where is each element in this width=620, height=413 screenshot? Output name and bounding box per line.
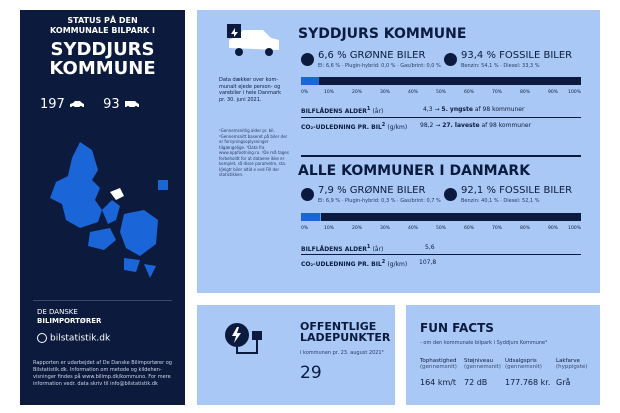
fact-price: Udsalgspris (gennemsnit) 177.768 kr. <box>505 358 551 387</box>
charging-sub: i kommunen pr. 23. august 2021³ <box>300 350 384 356</box>
fact-color: Lakfarve (hyppigste) Grå <box>556 358 588 387</box>
local-share-bar <box>301 77 581 85</box>
row-divider <box>301 254 581 255</box>
tick-label: 100% <box>568 226 581 231</box>
charging-plug-icon <box>223 321 267 359</box>
site-link[interactable] <box>37 333 110 344</box>
local-green-label: 6,6 % GRØNNE BILER <box>318 50 426 61</box>
national-green-sub: El: 6,9 % · Plugin-hybrid: 0,3 % · Gas/brint: 0,7 % <box>318 198 441 204</box>
tick-label: 70% <box>491 226 503 231</box>
cars-count: 197 <box>40 97 65 112</box>
facts-title: FUN FACTS <box>420 321 494 335</box>
national-share-bar <box>301 213 581 221</box>
charging-value: 29 <box>300 363 322 383</box>
car-icon <box>69 100 85 109</box>
site-logo-icon <box>37 333 47 343</box>
national-plugin-fill <box>320 213 321 221</box>
tick-label: 60% <box>463 226 475 231</box>
syddjurs-highlight <box>110 188 124 200</box>
tick-label: 30% <box>379 226 391 231</box>
tick-label: 0% <box>301 226 309 231</box>
fact-top-speed: Tophastighed (gennemsnit) 164 km/t <box>420 358 457 387</box>
tick-label: 0% <box>301 90 309 95</box>
tick-label: 20% <box>351 226 363 231</box>
brand-line-1: DE DANSKE <box>37 308 78 316</box>
national-co2-label: CO₂-UDLEDNING PR. BIL$^2$ (g/km) <box>301 259 408 268</box>
tick-label: 10% <box>323 90 335 95</box>
denmark-map <box>40 140 170 285</box>
fuel-pump-icon <box>444 53 457 66</box>
fuel-pump-icon <box>444 188 457 201</box>
tick-label: 100% <box>568 90 581 95</box>
tick-label: 30% <box>379 90 391 95</box>
leaf-icon <box>301 188 314 201</box>
site-label: bilstatistik.dk <box>50 333 111 344</box>
main-panel <box>197 10 600 293</box>
national-age-label: BILFLÅDENS ALDER$^1$ (år) <box>301 244 384 253</box>
vehicle-counts <box>40 97 140 112</box>
national-green-label: 7,9 % GRØNNE BILER <box>318 185 426 196</box>
facts-sub: - om den kommunale bilpark i Syddjurs Kommune⁴ <box>420 340 548 346</box>
national-fossil-label: 92,1 % FOSSILE BILER <box>461 185 573 196</box>
tick-label: 10% <box>323 226 335 231</box>
tick-label: 90% <box>547 226 559 231</box>
footnotes: ¹Gennemsnitlig alder pr. bil. ²Gennemsnitt baseret på biler der er forsyningsoplysninger tilgængelige. ³Data fra www.oppfootning.ru. ⁴De må tages forbeholdt for at dataene ikke er komplet, så disse parametre, sta. I/Jelgtr biler altid e evd Fill der statistikken. <box>219 128 289 177</box>
national-ticks <box>301 226 581 233</box>
row-divider <box>301 117 581 118</box>
tick-label: 90% <box>547 90 559 95</box>
vans-count: 93 <box>103 97 120 112</box>
national-fossil-sub: Benzin: 40,1 % · Diesel: 52,1 % <box>461 198 540 204</box>
national-green-fill <box>301 213 320 221</box>
brand-line-2: BILIMPORTØRER <box>37 317 102 325</box>
report-header: STATUS PÅ DEN KOMMUNALE BILPARK I <box>50 16 155 35</box>
left-panel <box>20 10 185 405</box>
local-age-label: BILFLÅDENS ALDER$^1$ (år) <box>301 106 384 115</box>
charging-title: OFFENTLIGE LADEPUNKTER <box>300 320 391 344</box>
electric-car-icon <box>223 22 281 60</box>
local-co2-value: 98,2 → 27. laveste af 98 kommuner <box>420 122 532 129</box>
national-title: ALLE KOMMUNER I DANMARK <box>298 163 531 179</box>
fun-facts-panel <box>406 305 600 405</box>
local-fossil-label: 93,4 % FOSSILE BILER <box>461 50 573 61</box>
local-green-sub: El: 6,6 % · Plugin-hybrid: 0,0 % · Gas/brint: 0,0 % <box>318 63 441 69</box>
charging-panel <box>197 305 395 405</box>
tick-label: 80% <box>519 90 531 95</box>
data-note: Data dækker over kom-munalt ejede person- og varebiler i hele Danmark pr. 30. juni 2021. <box>219 77 281 103</box>
municipality-name: SYDDJURS KOMMUNE <box>49 39 156 79</box>
tick-label: 80% <box>519 226 531 231</box>
local-co2-label: CO₂-UDLEDNING PR. BIL$^2$ (g/km) <box>301 122 408 131</box>
local-age-value: 4,3 → 5. yngste af 98 kommuner <box>423 106 525 113</box>
tick-label: 70% <box>491 90 503 95</box>
leaf-icon <box>301 53 314 66</box>
divider <box>33 300 172 301</box>
local-green-fill <box>301 77 319 85</box>
local-fossil-sub: Benzin: 54,1 % · Diesel: 33,3 % <box>461 63 540 69</box>
tick-label: 60% <box>463 90 475 95</box>
local-ticks <box>301 90 581 97</box>
local-title: SYDDJURS KOMMUNE <box>298 26 467 42</box>
report-footnote: Rapporten er udarbejdet af De Danske Bilimportører og Bilstatistik.dk. Information om metode og kildehen-visninger findes på www.bilimp.dk/kommuno. For mere information vedr. data skriv til info@bilstatistik.dk <box>33 360 172 387</box>
fact-noise: Støjniveau (gennemsnit) 72 dB <box>464 358 501 387</box>
tick-label: 50% <box>435 90 447 95</box>
tick-label: 40% <box>407 226 419 231</box>
van-icon <box>124 100 140 109</box>
section-divider <box>301 155 581 157</box>
national-co2-value: 107,8 <box>419 259 437 266</box>
tick-label: 50% <box>435 226 447 231</box>
national-age-value: 5,6 <box>425 244 435 251</box>
tick-label: 40% <box>407 90 419 95</box>
tick-label: 20% <box>351 90 363 95</box>
